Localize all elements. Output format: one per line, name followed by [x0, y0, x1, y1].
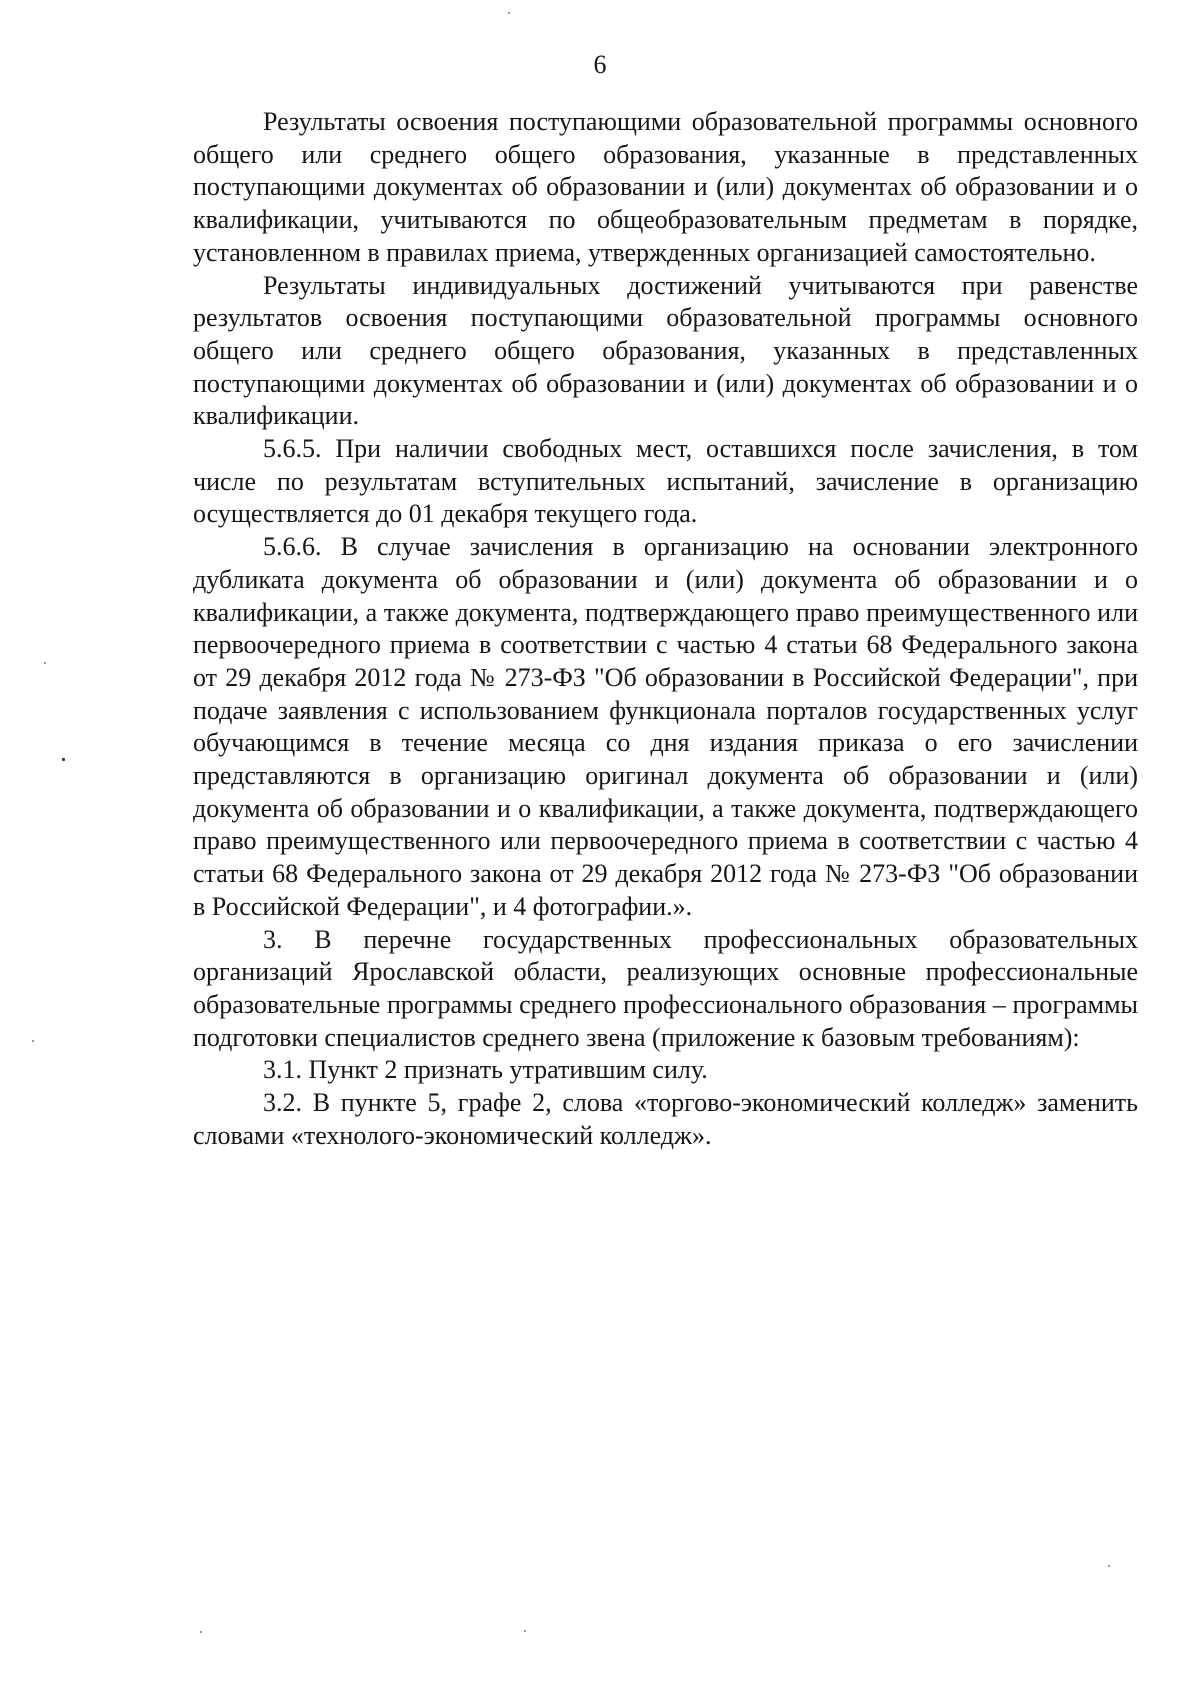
scan-speck	[508, 12, 510, 14]
scan-speck	[1108, 1565, 1110, 1567]
paragraph-clause-5-6-6: 5.6.6. В случае зачисления в организацию на основании электронного дубликата документа об образовании и (или) документа об образовании и о квалификации, а также документа, подтверждающего право преимущественного или первоочередного приема в соответствии с частью 4 статьи 68 Федерального закона от 29 декабря 2012 года № 273-ФЗ "Об образовании в Российской Федерации", при подаче заявления с использованием функционала порталов государственных услуг обучающимся в течение месяца со дня издания приказа о его зачислении представляются в организацию оригинал документа об образовании и (или) документа об образовании и о квалификации, а также документа, подтверждающего право преимущественного или первоочередного приема в соответствии с частью 4 статьи 68 Федерального закона от 29 декабря 2012 года № 273-ФЗ "Об образовании в Российской Федерации", и 4 фотографии.».	[193, 532, 1138, 921]
scan-speck	[44, 662, 46, 664]
scan-speck	[524, 1630, 526, 1632]
paragraph-item-3-2: 3.2. В пункте 5, графе 2, слова «торгово-экономический колледж» заменить словами «технолого-экономический колледж».	[193, 1088, 1138, 1150]
document-body	[193, 106, 1138, 1153]
paragraph-clause-5-6-5: 5.6.5. При наличии свободных мест, оставшихся после зачисления, в том числе по результатам вступительных испытаний, зачисление в организацию осуществляется до 01 декабря текущего года.	[193, 434, 1138, 529]
scan-speck	[62, 758, 65, 761]
scan-speck	[200, 1631, 202, 1633]
paragraph-item-3-1: 3.1. Пункт 2 признать утратившим силу.	[263, 1055, 708, 1085]
paragraph-results-mastery: Результаты освоения поступающими образовательной программы основного общего или среднего общего образования, указанные в представленных поступающими документах об образовании и (или) документах об образовании и о квалификации, учитываются по общеобразовательным предметам в порядке, установленном в правилах приема, утвержденных организацией самостоятельно.	[193, 107, 1138, 267]
page-number: 6	[593, 50, 607, 79]
scan-speck	[32, 1040, 34, 1042]
paragraph-individual-achievements: Результаты индивидуальных достижений учитываются при равенстве результатов освоения поступающими образовательной программы основного общего или среднего общего образования, указанных в представленных поступающими документах об образовании и (или) документах об образовании и о квалификации.	[193, 270, 1138, 431]
paragraph-item-3: 3. В перечне государственных профессиональных образовательных организаций Ярославской области, реализующих основные профессиональные образовательные программы среднего профессионального образования – программы подготовки специалистов среднего звена (приложение к базовым требованиям):	[193, 924, 1138, 1052]
